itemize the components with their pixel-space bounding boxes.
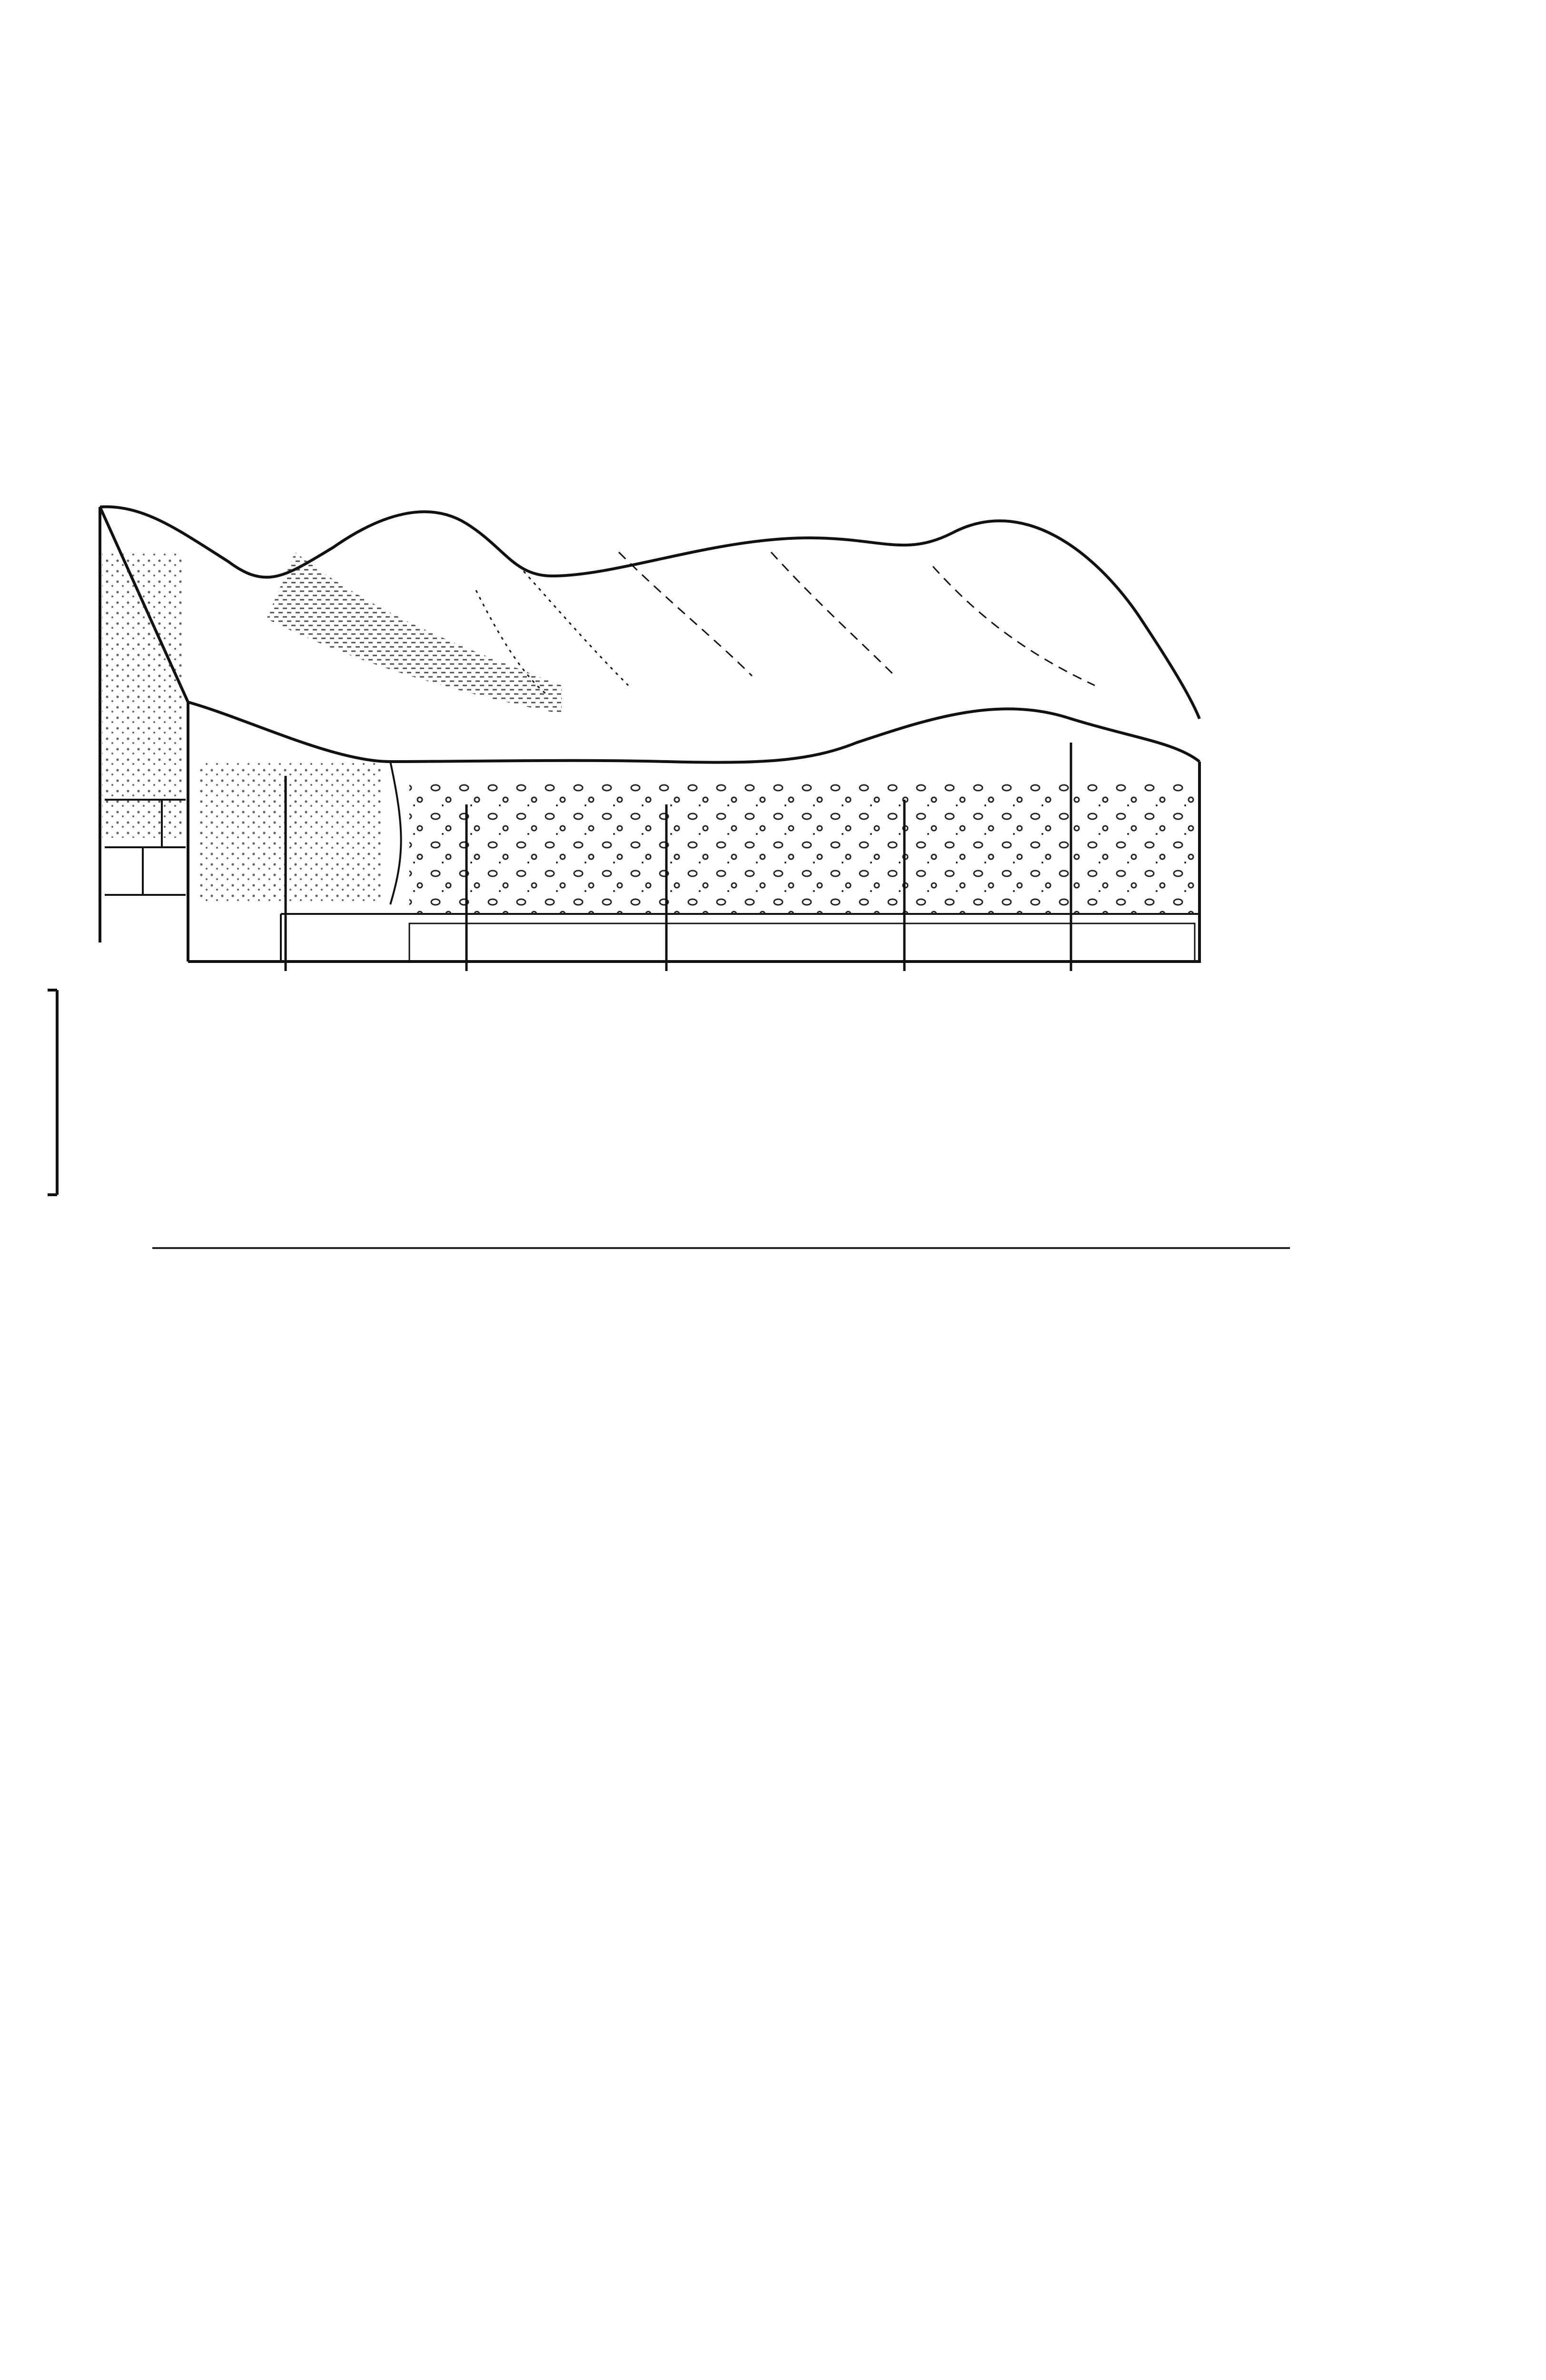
skyline (100, 507, 1199, 719)
soil-profile-figure (0, 495, 1546, 1238)
depth-axis-line (48, 990, 57, 1195)
ground-surface (188, 702, 1199, 763)
figure-rule (152, 1247, 1290, 1249)
body-text (152, 1280, 1285, 1293)
